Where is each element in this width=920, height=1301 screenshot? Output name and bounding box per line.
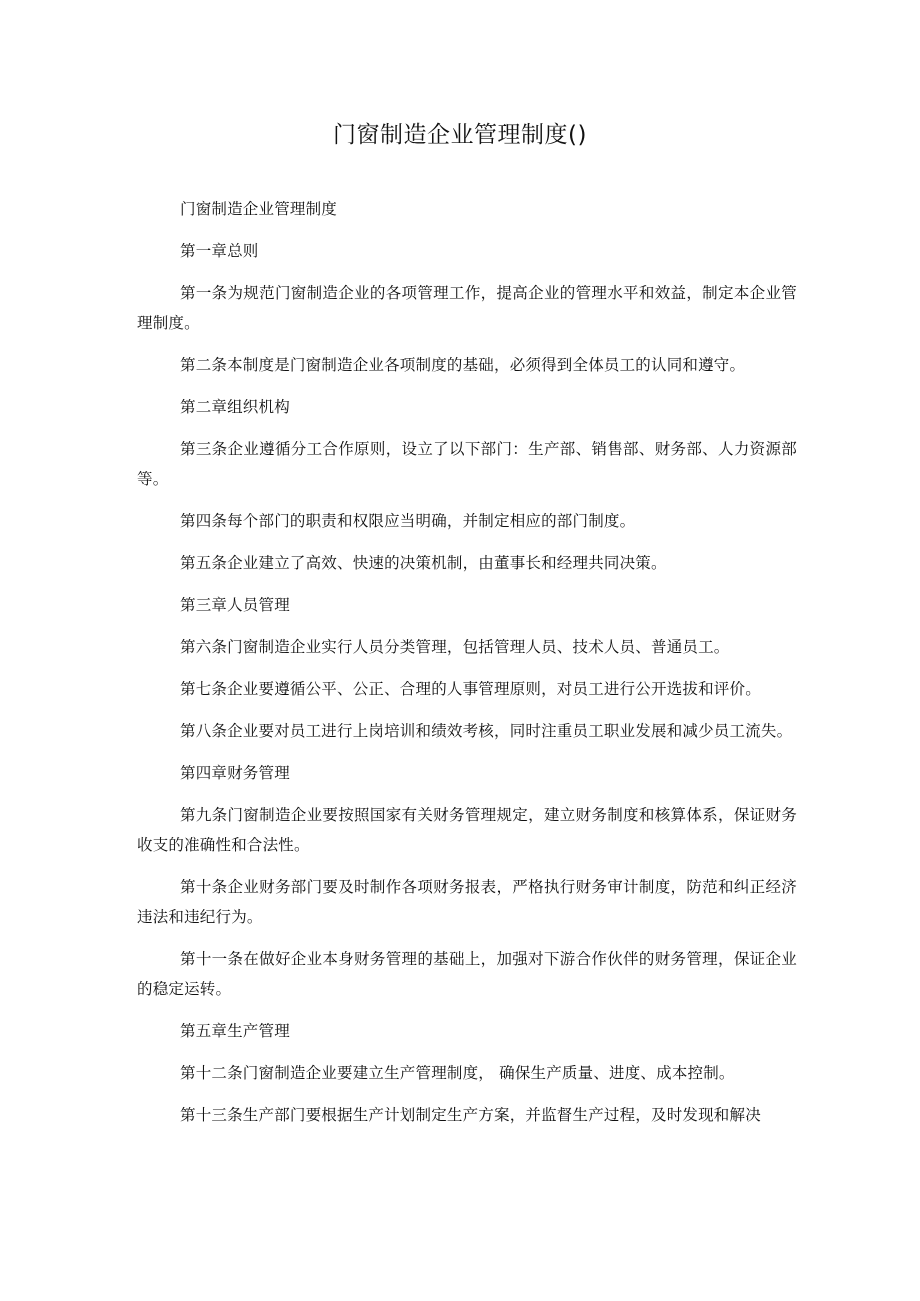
chapter-heading-2: 第二章组织机构 xyxy=(180,398,290,416)
chapter-heading-3: 第三章人员管理 xyxy=(180,596,290,614)
article-10: 第十条企业财务部门要及时制作各项财务报表，严格执行财务审计制度，防范和纠正经济违法和违纪行为。 xyxy=(137,878,797,926)
article-8: 第八条企业要对员工进行上岗培训和绩效考核，同时注重员工职业发展和减少员工流失。 xyxy=(180,722,793,740)
paragraph-subtitle: 门窗制造企业管理制度 xyxy=(180,200,338,218)
chapter-heading-1: 第一章总则 xyxy=(180,242,259,260)
article-1: 第一条为规范门窗制造企业的各项管理工作，提高企业的管理水平和效益，制定本企业管理制度。 xyxy=(137,284,797,332)
document-title: 门窗制造企业管理制度() xyxy=(333,122,587,148)
article-5: 第五条企业建立了高效、快速的决策机制，由董事长和经理共同决策。 xyxy=(180,554,667,572)
chapter-heading-5: 第五章生产管理 xyxy=(180,1022,290,1040)
document-body xyxy=(137,194,797,1142)
article-6: 第六条门窗制造企业实行人员分类管理，包括管理人员、技术人员、普通员工。 xyxy=(180,638,730,656)
article-12: 第十二条门窗制造企业要建立生产管理制度， 确保生产质量、进度、成本控制。 xyxy=(180,1064,735,1082)
article-3: 第三条企业遵循分工合作原则，设立了以下部门：生产部、销售部、财务部、人力资源部等。 xyxy=(137,440,797,488)
article-11: 第十一条在做好企业本身财务管理的基础上，加强对下游合作伙伴的财务管理，保证企业的稳定运转。 xyxy=(137,950,797,998)
article-13: 第十三条生产部门要根据生产计划制定生产方案，并监督生产过程，及时发现和解决 xyxy=(180,1106,761,1124)
article-9: 第九条门窗制造企业要按照国家有关财务管理规定，建立财务制度和核算体系，保证财务收支的准确性和合法性。 xyxy=(137,806,797,854)
chapter-heading-4: 第四章财务管理 xyxy=(180,764,290,782)
article-2: 第二条本制度是门窗制造企业各项制度的基础，必须得到全体员工的认同和遵守。 xyxy=(180,356,746,374)
article-4: 第四条每个部门的职责和权限应当明确，并制定相应的部门制度。 xyxy=(180,512,636,530)
article-7: 第七条企业要遵循公平、公正、合理的人事管理原则，对员工进行公开选拔和评价。 xyxy=(180,680,761,698)
